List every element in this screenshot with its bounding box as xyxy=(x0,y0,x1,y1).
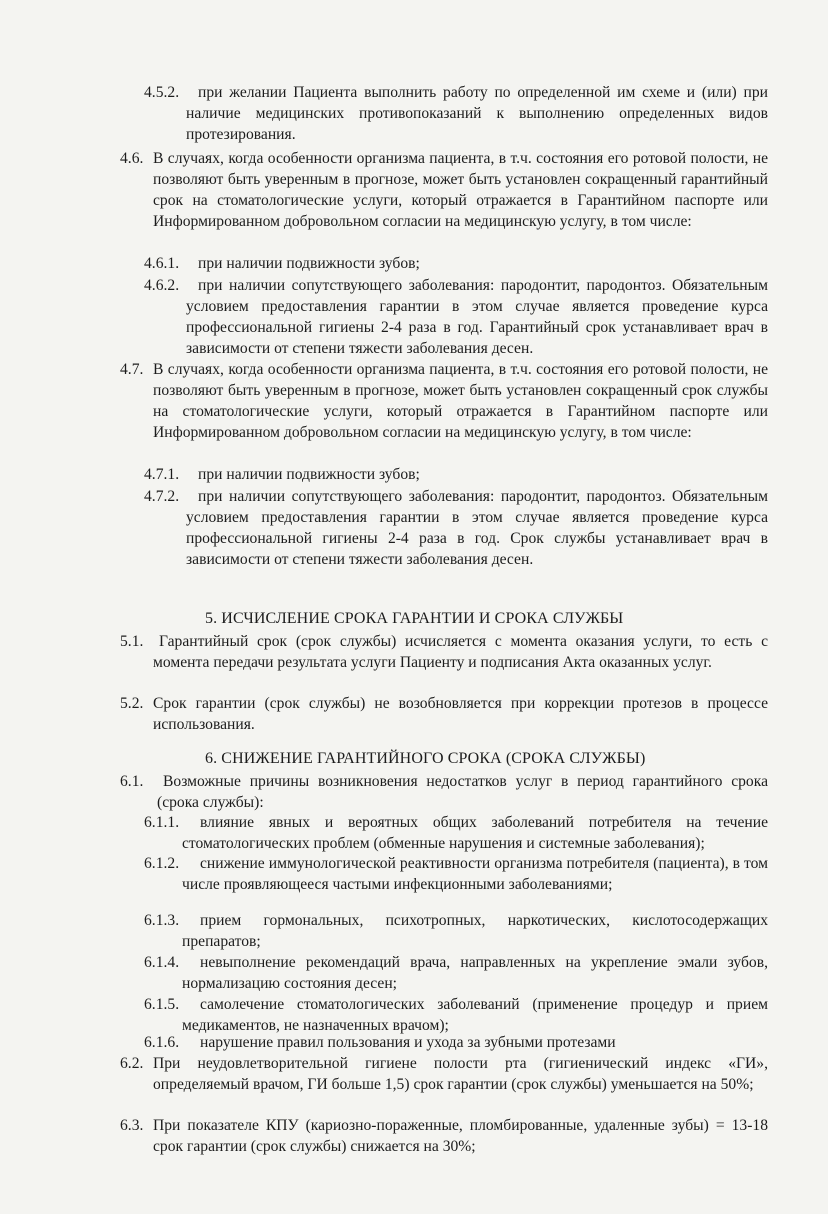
clause-text: при наличии сопутствующего заболевания: пародонтит, пародонтоз. Обязательным условием предоставления гарантии в этом случае является проведение курса профессиональной гигиены 2-4 раза в год. Гарантийный срок устанавливает врач в зависимости от степени тяжести заболевания десен. xyxy=(186,277,768,357)
clause-number: 6.1.2. xyxy=(144,855,180,872)
clause-4-6-1 xyxy=(144,253,768,274)
clause-number: 4.7.2. xyxy=(144,488,180,505)
clause-number: 6.1.5. xyxy=(144,996,180,1013)
clause-number: 4.7.1. xyxy=(144,466,180,483)
section-6-heading: 6. СНИЖЕНИЕ ГАРАНТИЙНОГО СРОКА (СРОКА СЛУЖБЫ) xyxy=(205,750,646,767)
clause-text: при наличии подвижности зубов; xyxy=(198,255,420,272)
clause-text: при наличии сопутствующего заболевания: пародонтит, пародонтоз. Обязательным условием предоставления гарантии в этом случае является проведение курса профессиональной гигиены 2-4 раза в год. Срок службы устанавливает врач в зависимости от степени тяжести заболевания десен. xyxy=(186,488,768,568)
clause-number: 4.6. xyxy=(120,150,144,167)
clause-6-1-6 xyxy=(144,1032,768,1053)
clause-4-7-1 xyxy=(144,464,768,485)
clause-number: 6.2. xyxy=(120,1055,144,1072)
clause-6-2 xyxy=(120,1053,768,1095)
clause-number: 4.6.1. xyxy=(144,255,180,272)
clause-number: 6.1.3. xyxy=(144,912,180,929)
clause-6-1-4 xyxy=(144,952,768,994)
clause-4-6 xyxy=(120,148,768,232)
clause-5-2 xyxy=(120,693,768,735)
clause-number: 6.1. xyxy=(120,773,144,790)
clause-4-5-2 xyxy=(144,82,768,145)
clause-6-1-5 xyxy=(144,994,768,1036)
clause-6-1 xyxy=(120,771,768,813)
clause-text: прием гормональных, психотропных, наркотических, кислотосодержащих препаратов; xyxy=(182,912,768,950)
clause-4-7-2 xyxy=(144,486,768,570)
clause-6-3 xyxy=(120,1115,768,1157)
clause-text: невыполнение рекомендаций врача, направленных на укрепление эмали зубов, нормализацию состояния десен; xyxy=(182,954,768,992)
clause-6-1-1 xyxy=(144,812,768,854)
clause-text: при наличии подвижности зубов; xyxy=(198,466,420,483)
clause-number: 6.1.4. xyxy=(144,954,180,971)
clause-number: 5.2. xyxy=(120,695,144,712)
clause-number: 4.5.2. xyxy=(144,84,180,101)
clause-4-7 xyxy=(120,359,768,443)
clause-text: Гарантийный срок (срок службы) исчисляется с момента оказания услуги, то есть с момента передачи результата услуги Пациенту и подписания Акта оказанных услуг. xyxy=(153,633,768,671)
clause-text: В случаях, когда особенности организма пациента, в т.ч. состояния его ротовой полости, не позволяют быть уверенным в прогнозе, может быть установлен сокращенный срок службы на стоматологические услуги, который отражается в Гарантийном паспорте или Информированном добровольном согласии на медицинскую услугу, в том числе: xyxy=(153,361,768,441)
clause-number: 5.1. xyxy=(120,633,144,650)
clause-number: 4.6.2. xyxy=(144,277,180,294)
clause-text: нарушение правил пользования и ухода за зубными протезами xyxy=(200,1034,616,1051)
clause-text: При неудовлетворительной гигиене полости рта (гигиенический индекс «ГИ», определяемый врачом, ГИ больше 1,5) срок гарантии (срок службы) уменьшается на 50%; xyxy=(153,1055,768,1093)
clause-text: При показателе КПУ (кариозно-пораженные, пломбированные, удаленные зубы) = 13-18 срок гарантии (срок службы) снижается на 30%; xyxy=(153,1117,768,1155)
clause-text: при желании Пациента выполнить работу по определенной им схеме и (или) при наличие медицинских противопоказаний к выполнению определенных видов протезирования. xyxy=(186,84,768,143)
clause-text: Возможные причины возникновения недостатков услуг в период гарантийного срока (срока службы): xyxy=(157,773,768,811)
clause-4-6-2 xyxy=(144,275,768,359)
clause-text: самолечение стоматологических заболеваний (применение процедур и прием медикаментов, не назначенных врачом); xyxy=(182,996,768,1034)
clause-number: 6.1.1. xyxy=(144,814,180,831)
clause-text: В случаях, когда особенности организма пациента, в т.ч. состояния его ротовой полости, не позволяют быть уверенным в прогнозе, может быть установлен сокращенный гарантийный срок на стоматологические услуги, который отражается в Гарантийном паспорте или Информированном добровольном согласии на медицинскую услугу, в том числе: xyxy=(153,150,768,230)
clause-text: снижение иммунологической реактивности организма потребителя (пациента), в том числе проявляющееся частыми инфекционными заболеваниями; xyxy=(182,855,768,893)
clause-number: 4.7. xyxy=(120,361,144,378)
section-5-heading: 5. ИСЧИСЛЕНИЕ СРОКА ГАРАНТИИ И СРОКА СЛУЖБЫ xyxy=(205,610,624,627)
clause-6-1-3 xyxy=(144,910,768,952)
clause-6-1-2 xyxy=(144,853,768,895)
clause-number: 6.1.6. xyxy=(144,1034,180,1051)
clause-text: влияние явных и вероятных общих заболеваний потребителя на течение стоматологических проблем (обменные нарушения и системные заболевания); xyxy=(182,814,768,852)
clause-5-1 xyxy=(120,631,768,673)
clause-text: Срок гарантии (срок службы) не возобновляется при коррекции протезов в процессе использования. xyxy=(153,695,768,733)
clause-number: 6.3. xyxy=(120,1117,144,1134)
